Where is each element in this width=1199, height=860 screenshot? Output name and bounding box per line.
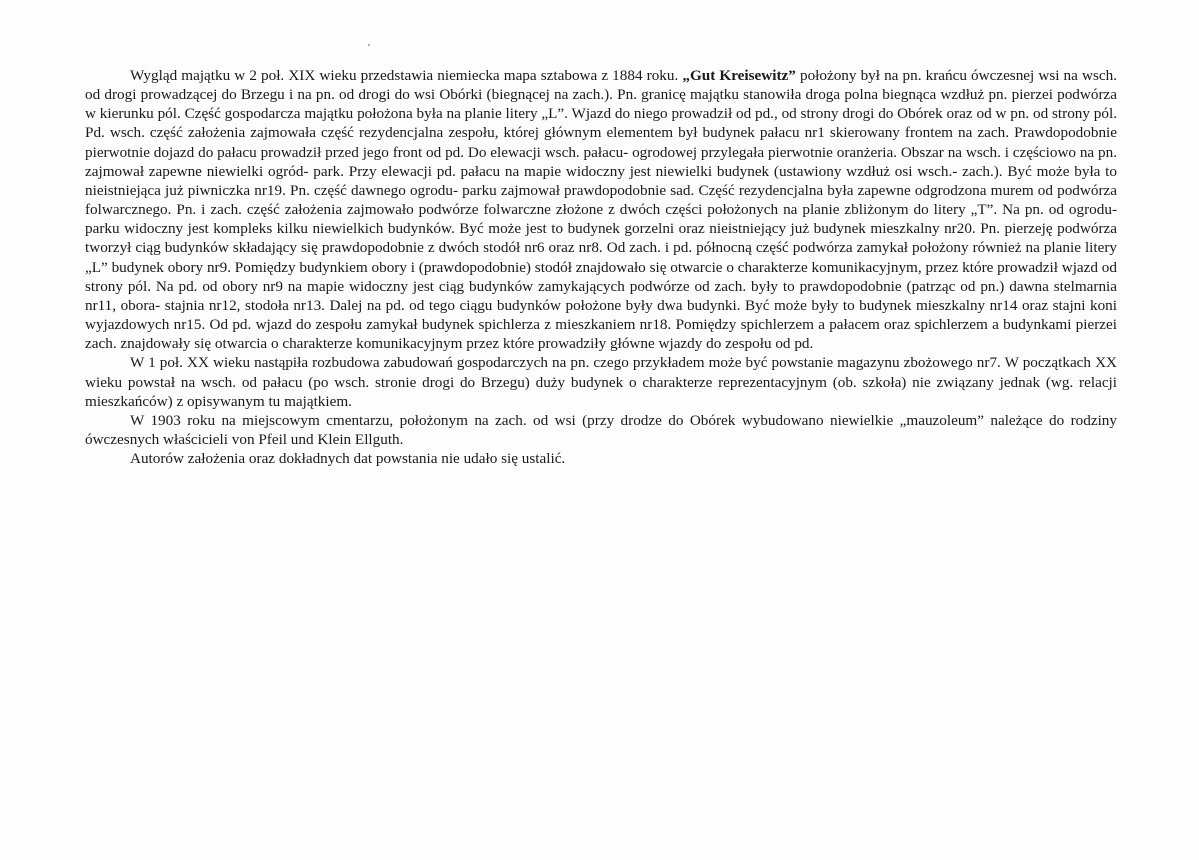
paragraph-mausoleum <box>85 411 1117 449</box>
text-segment: W 1903 roku na miejscowym cmentarzu, położonym na zach. od wsi (przy drodze do Obórek wybudowano niewielkie „mauzoleum” należące do rodziny ówczesnych właścicieli von Pfeil und Klein Ellguth. <box>85 411 1117 448</box>
paragraph-estate-history <box>85 66 1117 353</box>
text-segment: położony był na pn. krańcu ówczesnej wsi na wsch. od drogi prowadzącej do Brzegu i na pn. od drogi do wsi Obórki (biegnącej na zach.). Pn. granicę majątku stanowiła droga polna biegnąca wzdłuż pn. pierzei podwórza w kierunku pól. Część gospodarcza majątku położona była na planie litery „L”. Wjazd do niego prowadził od pd., od strony drogi do Obórek oraz od w pn. od strony pól. Pd. wsch. część założenia zajmowała część rezydencjalna zespołu, której głównym elementem był budynek pałacu nr1 skierowany frontem na zach. Prawdopodobnie pierwotnie dojazd do pałacu prowadził przed jego front od pd. Do elewacji wsch. pałacu- ogrodowej przylegała pierwotnie oranżeria. Obszar na wsch. i częściowo na pn. zajmował zapewne niewielki ogród- park. Przy elewacji pd. pałacu na mapie widoczny jest niewielki budynek (ustawiony wzdłuż osi wsch.- zach.). Być może była to nieistniejąca już piwniczka nr19. Pn. część dawnego ogrodu- parku zajmował prawdopodobnie sad. Część rezydencjalna była zapewne odgrodzona murem od podwórza folwarcznego. Pn. i zach. część założenia zajmowało podwórze folwarczne złożone z dwóch części położonych na planie zbliżonym do litery „T”. Na pn. od ogroduparku widoczny jest kompleks kilku niewielkich budynków. Być może jest to budynek gorzelni oraz nieistniejący już budynek mieszkalny nr20. Pn. pierzeję podwórza tworzył ciąg budynków składający się prawdopodobnie z dwóch stodół nr6 oraz nr8. Od zach. i pd. północną część podwórza zamykał położony również na planie litery „L” budynek obory nr9. Pomiędzy budynkiem obory i (prawdopodobnie) stodół znajdowało się otwarcie o charakterze komunikacyjnym, przez które prowadził wjazd od strony pól. Na pd. od obory nr9 na mapie widoczny jest ciąg budynków zamykających podwórze od zach. były to prawdopodobnie (patrząc od pn.) dawna stelmarnia nr11, obora- stajnia nr12, stodoła nr13. Dalej na pd. od tego ciągu budynków położone były dwa budynki. Być może były to budynek mieszkalny nr14 oraz stajni koni wyjazdowych nr15. Od pd. wjazd do zespołu zamykał budynek spichlerza z mieszkaniem nr18. Pomiędzy spichlerzem a pałacem oraz spichlerzem a budynkami pierzei zach. znajdowały się otwarcia o charakterze komunikacyjnym przez które prowadziły główne wjazdy do zespołu od pd. <box>85 67 1117 353</box>
estate-name: „Gut Kreisewitz” <box>682 67 796 84</box>
paragraph-20th-century <box>85 353 1117 410</box>
document-body <box>85 66 1117 468</box>
scan-speck <box>368 44 370 46</box>
text-segment: Wygląd majątku w 2 poł. XIX wieku przedstawia niemiecka mapa sztabowa z 1884 roku. <box>130 67 683 84</box>
paragraph-authors <box>85 449 1117 468</box>
text-segment: Autorów założenia oraz dokładnych dat powstania nie udało się ustalić. <box>130 450 566 468</box>
text-segment: W 1 poł. XX wieku nastąpiła rozbudowa zabudowań gospodarczych na pn. czego przykładem może być powstanie magazynu zbożowego nr7. W początkach XX wieku powstał na wsch. od pałacu (po wsch. stronie drogi do Brzegu) duży budynek o charakterze reprezentacyjnym (ob. szkoła) nie związany jednak (wg. relacji mieszkańców) z opisywanym tu majątkiem. <box>85 354 1117 410</box>
